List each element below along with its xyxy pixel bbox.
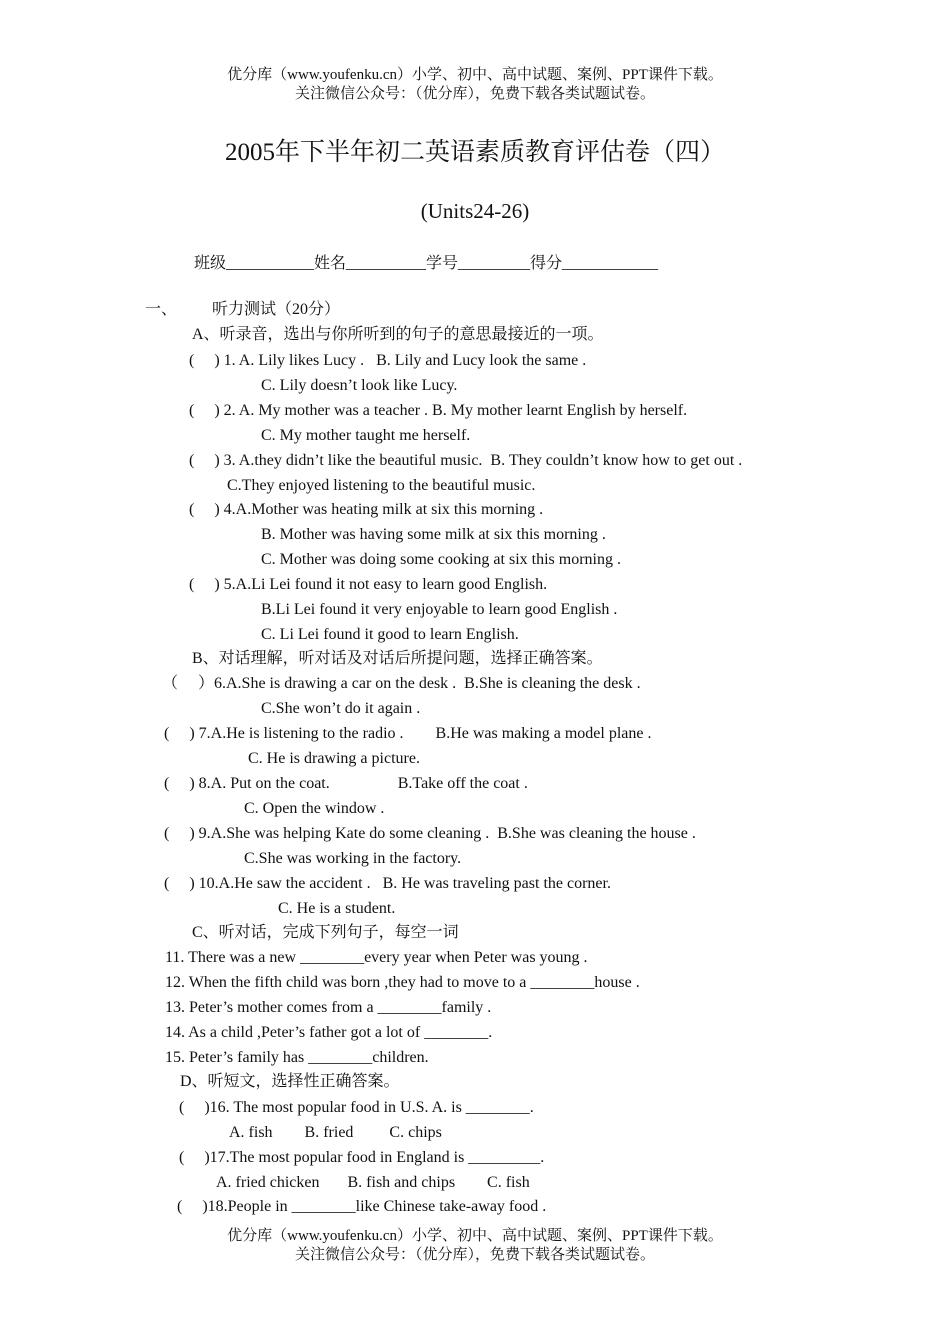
question-17-options: A. fried chicken B. fish and chips C. fish xyxy=(216,1174,530,1191)
question-4: ( ) 4.A.Mother was heating milk at six this morning . xyxy=(189,501,544,518)
question-9-option-c: C.She was working in the factory. xyxy=(244,850,462,867)
question-10: ( ) 10.A.He saw the accident . B. He was traveling past the corner. xyxy=(164,875,611,892)
student-info-line: 班级___________姓名__________学号_________得分____________ xyxy=(194,255,659,272)
page-footer xyxy=(0,1227,950,1265)
question-5-option-b: B.Li Lei found it very enjoyable to learn good English . xyxy=(261,601,618,618)
footer-line-1: 优分库（www.youfenku.cn）小学、初中、高中试题、案例、PPT课件下载。 xyxy=(227,1228,723,1244)
question-12: 12. When the fifth child was born ,they had to move to a ________house . xyxy=(165,974,640,991)
question-2-option-c: C. My mother taught me herself. xyxy=(261,427,471,444)
question-15: 15. Peter’s family has ________children. xyxy=(165,1049,429,1066)
question-10-option-c: C. He is a student. xyxy=(278,900,396,917)
question-11: 11. There was a new ________every year when Peter was young . xyxy=(165,949,588,966)
part-c-instruction: C、听对话，完成下列句子，每空一词 xyxy=(192,924,459,941)
question-7-option-c: C. He is drawing a picture. xyxy=(248,750,420,767)
question-8: ( ) 8.A. Put on the coat. B.Take off the coat . xyxy=(164,775,528,792)
footer-line-2: 关注微信公众号：（优分库），免费下载各类试题试卷。 xyxy=(294,1247,655,1263)
header-line-2: 关注微信公众号：（优分库），免费下载各类试题试卷。 xyxy=(294,86,655,102)
question-4-option-c: C. Mother was doing some cooking at six this morning . xyxy=(261,551,621,568)
part-d-instruction: D、听短文，选择性正确答案。 xyxy=(180,1073,400,1090)
question-16: ( )16. The most popular food in U.S. A. is ________. xyxy=(179,1099,534,1116)
question-5: ( ) 5.A.Li Lei found it not easy to learn good English. xyxy=(189,576,548,593)
question-9: ( ) 9.A.She was helping Kate do some cleaning . B.She was cleaning the house . xyxy=(164,825,696,842)
question-3-option-c: C.They enjoyed listening to the beautiful music. xyxy=(227,477,536,494)
question-6-option-c: C.She won’t do it again . xyxy=(261,700,421,717)
question-3: ( ) 3. A.they didn’t like the beautiful music. B. They couldn’t know how to get out . xyxy=(189,452,743,469)
part-b-instruction: B、对话理解，听对话及对话后所提问题，选择正确答案。 xyxy=(192,650,603,667)
question-5-option-c: C. Li Lei found it good to learn English. xyxy=(261,626,519,643)
question-1: ( ) 1. A. Lily likes Lucy . B. Lily and Lucy look the same . xyxy=(189,352,587,369)
question-17: ( )17.The most popular food in England is _________. xyxy=(179,1149,545,1166)
part-a-instruction: A、听录音，选出与你所听到的句子的意思最接近的一项。 xyxy=(192,326,604,343)
question-18: ( )18.People in ________like Chinese take-away food . xyxy=(177,1198,547,1215)
section-title: 听力测试（20分） xyxy=(212,301,341,318)
question-16-options: A. fish B. fried C. chips xyxy=(229,1124,442,1141)
page-header xyxy=(0,66,950,104)
question-4-option-b: B. Mother was having some milk at six this morning . xyxy=(261,526,606,543)
section-number: 一、 xyxy=(145,301,178,318)
exam-title: 2005年下半年初二英语素质教育评估卷（四） xyxy=(224,139,725,166)
exam-subtitle: (Units24-26) xyxy=(420,199,530,223)
question-1-option-c: C. Lily doesn’t look like Lucy. xyxy=(261,377,458,394)
question-7: ( ) 7.A.He is listening to the radio . B.He was making a model plane . xyxy=(164,725,652,742)
question-14: 14. As a child ,Peter’s father got a lot of ________. xyxy=(165,1024,493,1041)
question-13: 13. Peter’s mother comes from a ________family . xyxy=(165,999,492,1016)
question-2: ( ) 2. A. My mother was a teacher . B. My mother learnt English by herself. xyxy=(189,402,688,419)
question-8-option-c: C. Open the window . xyxy=(244,800,385,817)
question-6: （ ）6.A.She is drawing a car on the desk . B.She is cleaning the desk . xyxy=(162,675,641,692)
header-line-1: 优分库（www.youfenku.cn）小学、初中、高中试题、案例、PPT课件下载。 xyxy=(227,67,723,83)
